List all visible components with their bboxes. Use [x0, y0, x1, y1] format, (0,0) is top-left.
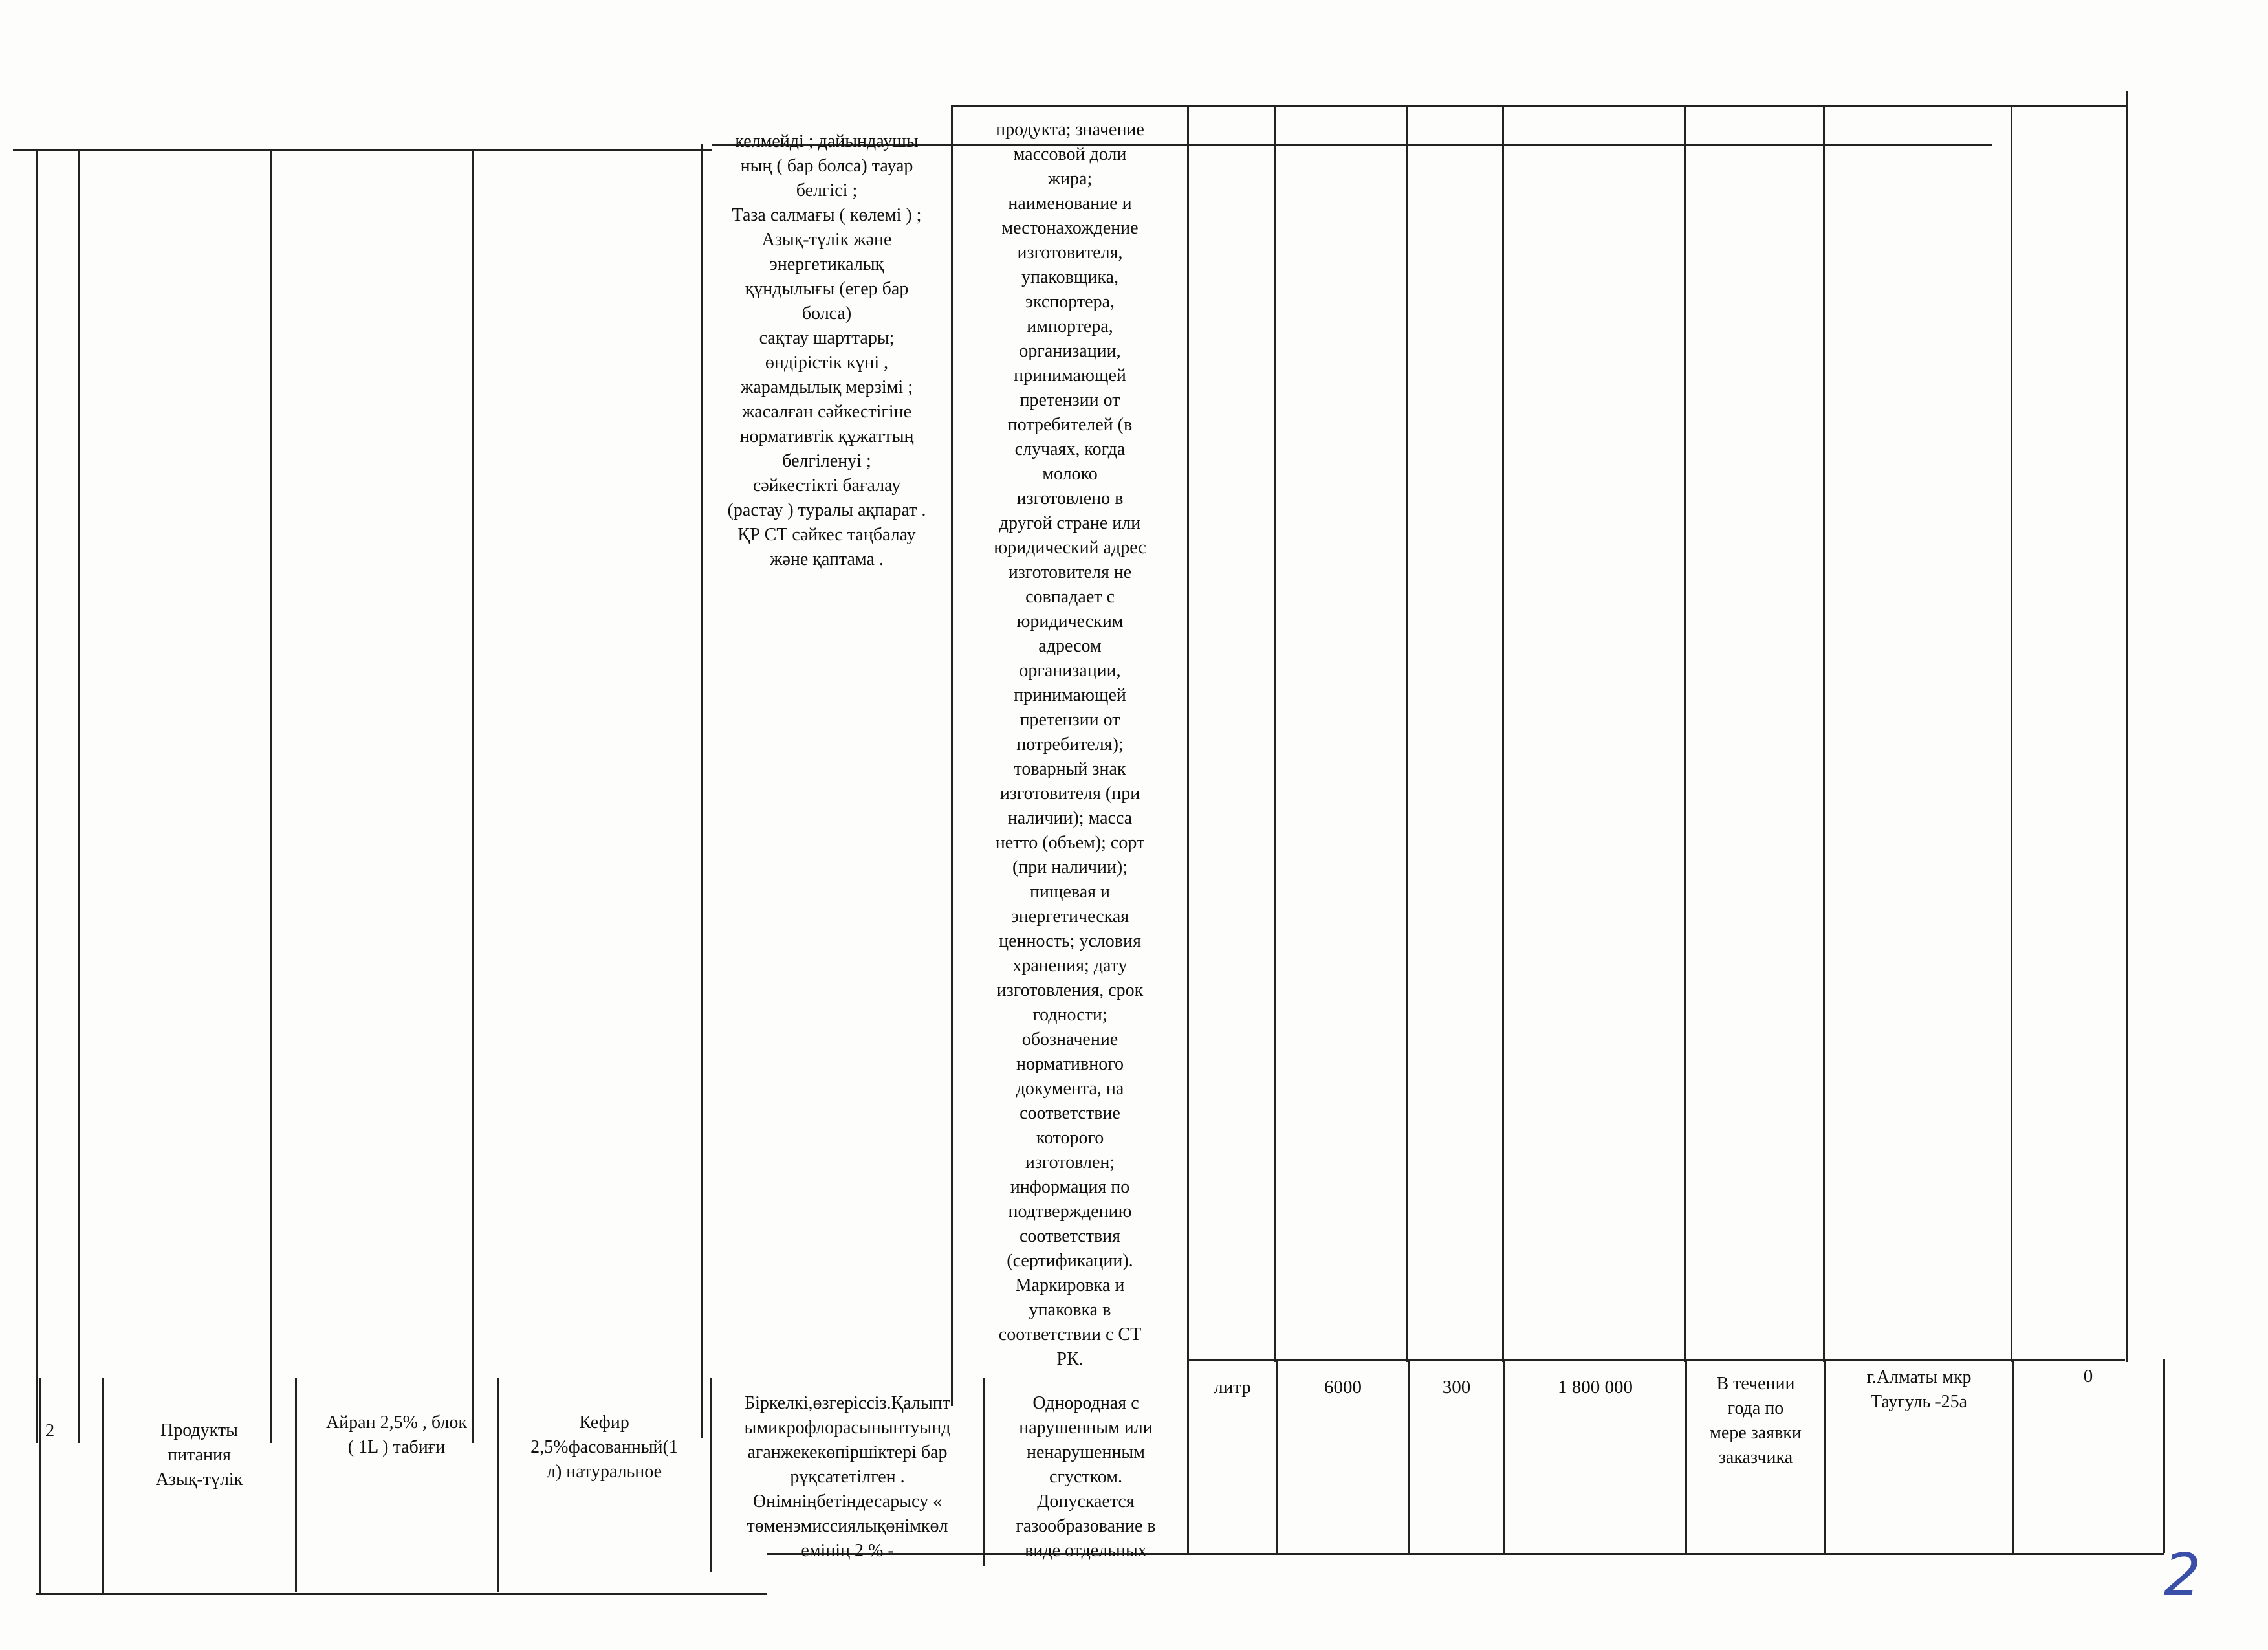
- text-line: претензии от: [1020, 710, 1120, 730]
- text-line: ненарушенным: [1027, 1442, 1145, 1462]
- text-line: нормативного: [1016, 1054, 1124, 1074]
- col-line: [270, 149, 272, 1443]
- col-line: [1406, 107, 1408, 1362]
- text-line: местонахождение: [1001, 218, 1139, 238]
- col-line: [2163, 1359, 2165, 1553]
- text-line: импортера,: [1027, 316, 1113, 336]
- text-line: юридическим: [1016, 611, 1124, 632]
- total-amount: 1 800 000: [1558, 1377, 1633, 1398]
- col-line: [2011, 107, 2012, 1362]
- text-line: Айран 2,5% , блок: [325, 1413, 468, 1433]
- text-line: продукта; значение: [996, 120, 1144, 140]
- text-line: совпадает с: [1025, 587, 1115, 607]
- text-line: изготовлен;: [1025, 1152, 1115, 1172]
- col-line: [1187, 105, 1189, 1387]
- text-line: организации,: [1019, 341, 1121, 361]
- text-line: другой стране или: [999, 513, 1141, 533]
- text-line: ( 1L ) табиғи: [347, 1437, 446, 1457]
- text-line: болса): [801, 303, 852, 324]
- delivery-term: [1687, 1372, 1824, 1470]
- product-category: [104, 1418, 295, 1492]
- text-line: соответствии с СТ: [998, 1325, 1142, 1345]
- text-line: претензии от: [1020, 390, 1120, 410]
- col-line: [78, 149, 80, 1443]
- text-line: упаковка в: [1029, 1300, 1111, 1320]
- text-line: белгіленуі ;: [782, 451, 871, 471]
- col-line: [472, 149, 474, 1443]
- text-line: жасалған сәйкестігіне: [741, 402, 912, 422]
- text-line: экспортера,: [1025, 292, 1115, 312]
- text-line: белгісі ;: [796, 181, 858, 201]
- text-line: Таза салмағы ( көлемі ) ;: [732, 205, 922, 225]
- kaz-requirements: [712, 1391, 983, 1563]
- text-line: Кефир: [579, 1413, 629, 1433]
- text-line: энергетическая: [1010, 907, 1129, 927]
- text-line: төменэмиссиялықөнімкөл: [747, 1516, 948, 1536]
- text-line: нетто (объем); сорт: [995, 833, 1145, 853]
- text-line: документа, на: [1016, 1079, 1124, 1099]
- text-line: случаях, когда: [1014, 439, 1126, 459]
- text-line: Өнімніңбетіндесарысу «: [752, 1491, 943, 1512]
- text-line: изготовителя не: [1008, 562, 1132, 582]
- text-line: хранения; дату: [1012, 956, 1128, 976]
- text-line: Азық-түлік: [155, 1469, 243, 1490]
- text-line: адресом: [1038, 636, 1102, 656]
- text-line: сақтау шарттары;: [759, 328, 895, 348]
- text-line: және қаптама .: [770, 549, 884, 569]
- text-line: нарушенным или: [1019, 1418, 1153, 1438]
- text-line: года по: [1727, 1398, 1784, 1418]
- text-line: Маркировка и: [1015, 1275, 1125, 1295]
- text-line: Біркелкі,өзгеріссіз.Қалыпт: [745, 1393, 950, 1413]
- text-line: принимающей: [1014, 366, 1126, 386]
- quantity: 6000: [1324, 1377, 1362, 1398]
- text-line: изготовления, срок: [996, 980, 1144, 1000]
- text-line: изготовителя,: [1017, 243, 1123, 263]
- col-line: [1684, 107, 1686, 1362]
- text-line: 2,5%фасованный(1: [530, 1437, 678, 1457]
- text-line: обозначение: [1021, 1029, 1118, 1050]
- text-line: Таугуль -25а: [1870, 1392, 1968, 1412]
- text-line: энергетикалық: [769, 254, 884, 274]
- text-line: ымикрофлорасынынтуынд: [744, 1418, 951, 1438]
- table-top-border: [13, 149, 712, 151]
- text-line: Допускается: [1037, 1491, 1135, 1512]
- col-line: [1502, 107, 1504, 1362]
- text-line: В течении: [1716, 1374, 1795, 1394]
- table-bottom-border: [36, 1593, 767, 1595]
- text-line: наличии); масса: [1007, 808, 1133, 828]
- product-name-rus: [498, 1411, 710, 1484]
- text-line: изготовителя (при: [999, 784, 1140, 804]
- text-line: питания: [168, 1445, 231, 1465]
- text-line: соответствие: [1020, 1103, 1120, 1123]
- text-line: Азық-түлік және: [761, 230, 892, 250]
- text-line: Продукты: [160, 1420, 238, 1440]
- text-line: жира;: [1047, 169, 1093, 189]
- text-line: пищевая и: [1029, 882, 1111, 902]
- text-line: Однородная с: [1032, 1393, 1139, 1413]
- text-line: которого: [1036, 1128, 1104, 1148]
- unit: литр: [1214, 1377, 1251, 1398]
- text-line: организации,: [1019, 661, 1121, 681]
- text-line: соответствия: [1019, 1226, 1121, 1246]
- text-line: годности;: [1032, 1005, 1107, 1025]
- text-line: рұқсатетілген .: [790, 1467, 905, 1487]
- col-line: [36, 149, 38, 1443]
- text-line: емінің 2 % -: [801, 1541, 894, 1561]
- advance-payment: 0: [2083, 1366, 2093, 1387]
- text-line: газообразование в: [1016, 1516, 1156, 1536]
- row-divider: [1187, 1359, 2125, 1361]
- text-line: өндірістік күні ,: [765, 353, 889, 373]
- text-line: нормативтік құжаттың: [739, 426, 914, 446]
- col-line: [2126, 91, 2128, 1362]
- row-number: 2: [45, 1420, 55, 1441]
- text-line: құндылығы (егер бар: [745, 279, 909, 299]
- text-line: сәйкестікті бағалау: [752, 476, 901, 496]
- text-line: информация по: [1010, 1177, 1130, 1197]
- kaz-requirements-continued: [703, 129, 951, 572]
- text-line: ценность; условия: [999, 931, 1141, 951]
- col-line: [39, 1378, 41, 1595]
- text-line: юридический адрес: [994, 538, 1146, 558]
- text-line: мере заявки: [1710, 1423, 1802, 1443]
- text-line: виде отдельных: [1025, 1541, 1147, 1561]
- rus-requirements: [985, 1391, 1187, 1563]
- text-line: (растау ) туралы ақпарат .: [727, 500, 926, 520]
- text-line: принимающей: [1014, 685, 1126, 705]
- text-line: л) натуральное: [546, 1462, 662, 1482]
- col-line: [1823, 107, 1825, 1362]
- text-line: сгустком.: [1049, 1467, 1122, 1487]
- text-line: упаковщика,: [1021, 267, 1118, 287]
- text-line: изготовлено в: [1016, 489, 1124, 509]
- table-top-border-upper: [951, 105, 2128, 107]
- text-line: ның ( бар болса) тауар: [740, 156, 913, 176]
- delivery-place: [1826, 1365, 2012, 1414]
- text-line: массовой доли: [1013, 144, 1127, 164]
- text-line: наименование и: [1008, 193, 1132, 214]
- text-line: (при наличии);: [1012, 857, 1128, 877]
- unit-price: 300: [1442, 1377, 1471, 1398]
- text-line: молоко: [1042, 464, 1098, 484]
- text-line: подтверждению: [1008, 1202, 1132, 1222]
- text-line: ҚР СТ сәйкес таңбалау: [737, 525, 916, 545]
- page-number-handwritten: 2: [2164, 1541, 2201, 1609]
- col-line: [1274, 107, 1276, 1362]
- col-line: [1187, 1359, 1189, 1553]
- text-line: потребителей (в: [1007, 415, 1133, 435]
- text-line: РК.: [1056, 1349, 1084, 1369]
- text-line: потребителя);: [1016, 734, 1124, 754]
- text-line: товарный знак: [1014, 759, 1126, 779]
- text-line: (сертификации).: [1007, 1251, 1133, 1271]
- product-name-kaz: [296, 1411, 497, 1460]
- text-line: аганжекекөпіршіктері бар: [747, 1442, 948, 1462]
- text-line: заказчика: [1718, 1447, 1793, 1468]
- text-line: жарамдылық мерзімі ;: [741, 377, 913, 397]
- text-line: келмейді ; дайындаушы: [735, 131, 919, 151]
- rus-requirements-continued: [953, 118, 1187, 1372]
- text-line: г.Алматы мкр: [1866, 1367, 1972, 1387]
